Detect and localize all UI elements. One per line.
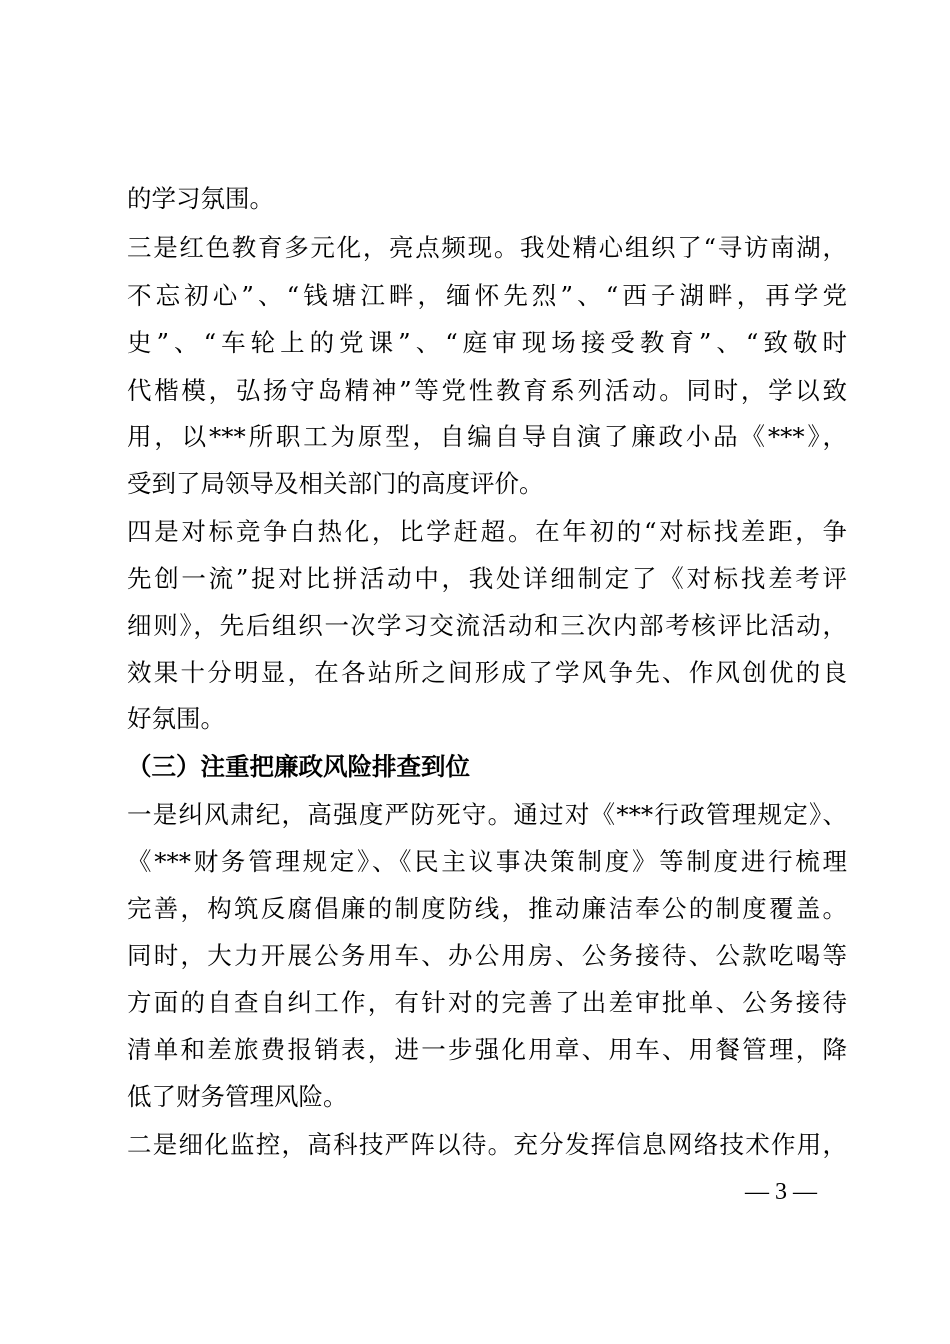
page-number: — 3 — <box>745 1179 817 1205</box>
text-line: 《***财务管理规定》、《民主议事决策制度》等制度进行梳理 <box>127 847 847 876</box>
text-line: 低了财务管理风险。 <box>127 1082 348 1111</box>
text-line: 先创一流”捉对比拼活动中，我处详细制定了《对标找差考评 <box>127 564 847 593</box>
text-line: 好氛围。 <box>127 704 225 733</box>
section-heading: （三）注重把廉政风险排查到位 <box>127 752 470 781</box>
text-line: 不忘初心”、“钱塘江畔，缅怀先烈”、“西子湖畔，再学党 <box>127 281 847 310</box>
text-line: 用，以***所职工为原型，自编自导自演了廉政小品《***》， <box>127 422 847 451</box>
text-line: 四是对标竞争白热化，比学赶超。在年初的“对标找差距，争 <box>127 517 847 546</box>
text-line: 代楷模，弘扬守岛精神”等党性教育系列活动。同时，学以致 <box>127 376 847 405</box>
text-line: 同时，大力开展公务用车、办公用房、公务接待、公款吃喝等 <box>127 941 847 970</box>
text-line: 受到了局领导及相关部门的高度评价。 <box>127 469 544 498</box>
text-line: 完善，构筑反腐倡廉的制度防线，推动廉洁奉公的制度覆盖。 <box>127 894 847 923</box>
text-line: 方面的自查自纠工作，有针对的完善了出差审批单、公务接待 <box>127 988 847 1017</box>
text-line: 史”、“车轮上的党课”、“庭审现场接受教育”、“致敬时 <box>127 328 847 357</box>
text-line: 的学习氛围。 <box>127 184 274 213</box>
text-line: 一是纠风肃纪，高强度严防死守。通过对《***行政管理规定》、 <box>127 800 847 829</box>
text-line: 效果十分明显，在各站所之间形成了学风争先、作风创优的良 <box>127 658 847 687</box>
text-line: 二是细化监控，高科技严阵以待。充分发挥信息网络技术作用， <box>127 1130 847 1159</box>
text-line: 清单和差旅费报销表，进一步强化用章、用车、用餐管理，降 <box>127 1035 847 1064</box>
text-line: 细则》，先后组织一次学习交流活动和三次内部考核评比活动， <box>127 611 847 640</box>
text-line: 三是红色教育多元化，亮点频现。我处精心组织了“寻访南湖， <box>127 233 847 262</box>
